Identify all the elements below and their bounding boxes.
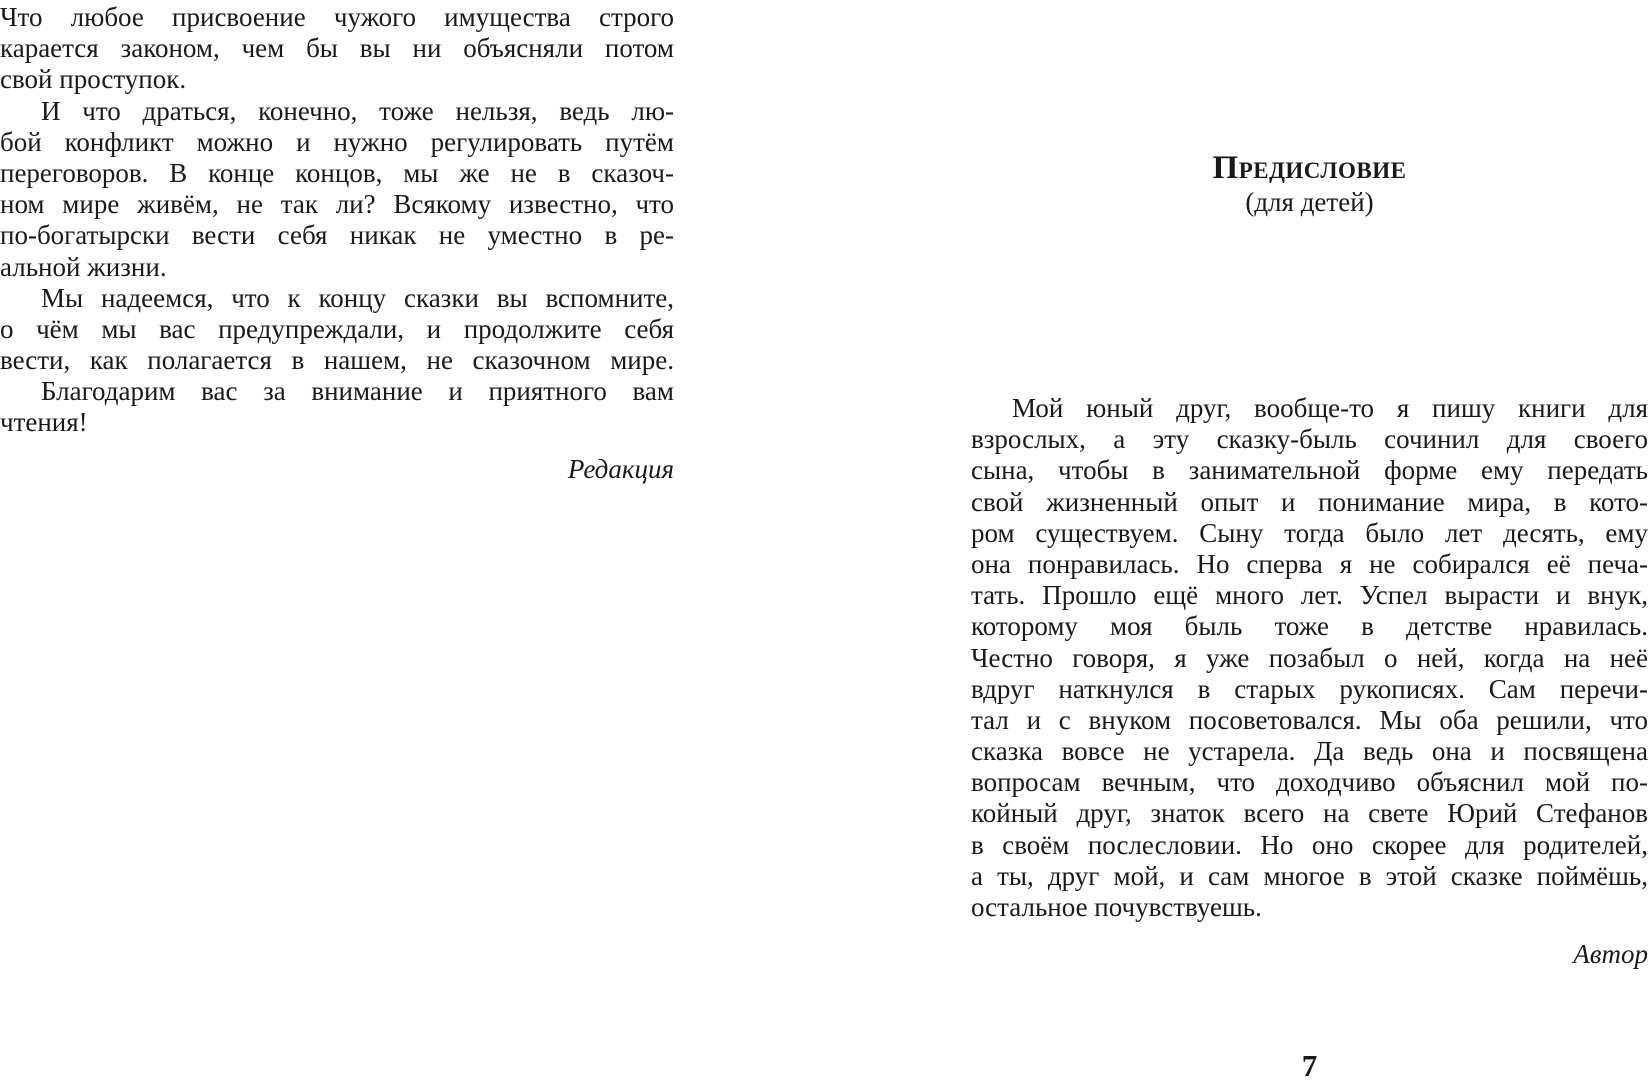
text-line: а ты, друг мой, и сам многое в этой сказке поймёшь, [971,860,1648,891]
text-line: Что любое присвоение чужого имущества строго [0,2,674,32]
text-line: бой конфликт можно и нужно регулировать путём [0,126,674,157]
heading-subtitle: (для детей) [1245,187,1374,217]
text-line: Честно говоря, я уже позабыл о ней, когда на неё [971,642,1648,673]
text-line: остальное почувствуешь. [971,892,1262,922]
text-line: которому моя быль тоже в детстве нравилась. [971,611,1648,642]
section-heading [971,150,1648,218]
left-page-text [0,2,674,439]
text-line: Мой юный друг, вообще-то я пишу книги для [1012,393,1648,423]
page-number: 7 [1301,1048,1318,1083]
text-line: вопросам вечным, что доходчиво объяснил мой по- [971,767,1648,798]
text-line: тал и с внуком посоветовался. Мы оба решили, что [971,704,1648,735]
author-signature: Автор [1573,939,1648,969]
text-line: И что драться, конечно, тоже нельзя, ведь лю- [41,95,674,126]
heading-title: Предисловие [1212,150,1407,186]
text-line: чтения! [0,407,88,438]
text-line: свой проступок. [0,64,187,95]
text-line: койный друг, знаток всего на свете Юрий Стефанов [971,798,1648,829]
text-line: о чём мы вас предупреждали, и продолжите себя [0,313,674,344]
text-line: взрослых, а эту сказку-быль сочинил для своего [971,424,1648,455]
text-line: переговоров. В конце концов, мы же не в сказоч- [0,157,674,188]
text-line: в своём послесловии. Но оно скорее для родителей, [971,829,1648,860]
text-line: свой жизненный опыт и понимание мира, в кото- [971,486,1648,517]
text-line: Мы надеемся, что к концу сказки вы вспомните, [41,282,674,313]
text-line: вдруг наткнулся в старых рукописях. Сам перечи- [971,673,1648,704]
text-line: альной жизни. [0,251,167,282]
text-line: тать. Прошло ещё много лет. Успел вырасти и внук, [971,580,1648,611]
text-line: сына, чтобы в занимательной форме ему передать [971,455,1648,486]
text-line: она понравилась. Но сперва я не собирался её печа- [971,548,1648,579]
text-line: Благодарим вас за внимание и приятного вам [41,376,674,407]
text-line: карается законом, чем бы вы ни объясняли потом [0,33,674,64]
text-line: по-богатырски вести себя никак не уместно в ре- [0,220,674,251]
text-line: сказка вовсе не устарела. Да ведь она и посвящена [971,736,1648,767]
text-line: вести, как полагается в нашем, не сказочном мире. [0,345,674,376]
preface-text [971,393,1648,923]
text-line: ром существуем. Сыну тогда было лет десять, ему [971,517,1648,548]
text-line: ном мире живём, не так ли? Всякому известно, что [0,189,674,220]
editorial-signature: Редакция [567,454,674,484]
